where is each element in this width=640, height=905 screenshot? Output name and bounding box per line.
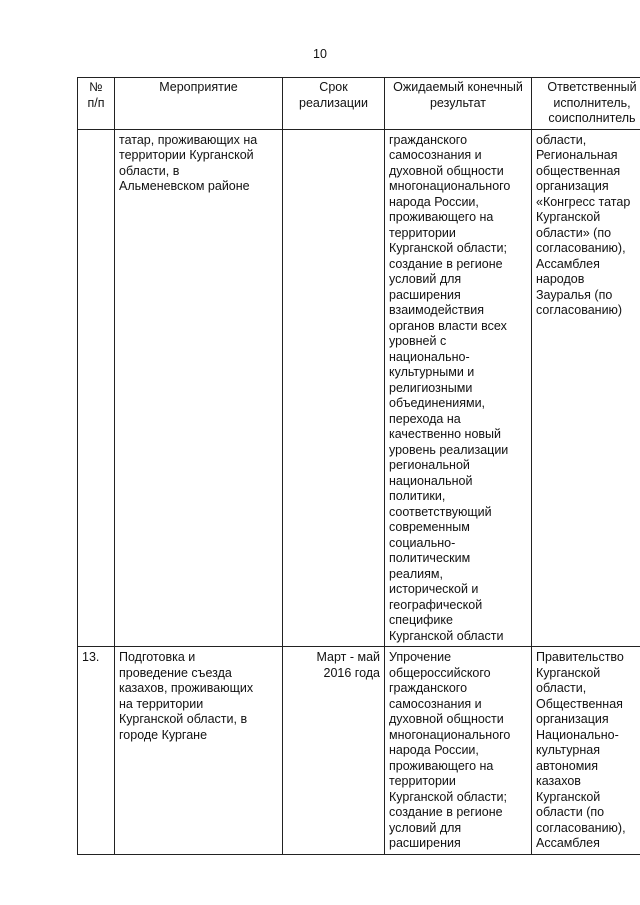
- cell-line: региональной: [389, 458, 470, 472]
- cell-line: создание в регионе: [389, 805, 503, 819]
- cell-line: культурными и: [389, 365, 475, 379]
- cell-line: организация: [536, 712, 609, 726]
- cell-line: самосознания и: [389, 696, 482, 711]
- cell-line: исторической и: [389, 582, 479, 596]
- cell-line: Курганской области;: [389, 789, 507, 804]
- row-13-event: [115, 647, 283, 855]
- row-13-term: [283, 647, 385, 855]
- cell-line: проведение съезда: [119, 665, 232, 680]
- cell-line: Национально-: [536, 727, 619, 742]
- cell-line: Упрочение: [389, 650, 452, 664]
- cell-line: перехода на: [389, 411, 461, 426]
- cell-line: расширения: [389, 287, 461, 302]
- cell-line: духовной общности: [389, 163, 504, 178]
- row-continued-event: [115, 129, 283, 647]
- cell-line: общественная: [536, 163, 621, 178]
- cell-line: Мероприятие: [159, 80, 238, 94]
- cell-line: автономия: [536, 758, 599, 773]
- cell-line: Март - май: [316, 650, 380, 664]
- cell-line: Зауралья (по: [536, 287, 613, 302]
- cell-line: создание в регионе: [389, 256, 503, 271]
- row-continued-term: [283, 129, 385, 647]
- cell-line: проживающего на: [389, 758, 494, 773]
- header-result: [385, 78, 532, 130]
- cell-line: на территории: [119, 696, 204, 711]
- page-number: 10: [313, 47, 327, 61]
- row-continued-result: [385, 129, 532, 647]
- cell-line: расширения: [389, 836, 461, 850]
- cell-line: условий для: [389, 820, 462, 835]
- cell-line: объединениями,: [389, 396, 486, 410]
- header-num: [78, 78, 115, 130]
- cell-line: Ассамблея: [536, 836, 600, 850]
- cell-line: №: [89, 80, 103, 94]
- cell-line: политики,: [389, 489, 446, 503]
- cell-line: Ассамблея: [536, 256, 600, 271]
- cell-line: организация: [536, 179, 609, 193]
- cell-line: качественно новый: [389, 427, 502, 441]
- cell-line: области, в: [119, 163, 180, 178]
- cell-line: многонационального: [389, 727, 511, 742]
- cell-line: Региональная: [536, 148, 618, 162]
- cell-line: 2016 года: [323, 665, 380, 680]
- row-13-responsible: [532, 647, 640, 855]
- cell-line: общероссийского: [389, 665, 491, 680]
- cell-line: органов власти всех: [389, 318, 507, 333]
- row-13-result: [385, 647, 532, 855]
- table-header-row: [78, 78, 640, 130]
- cell-line: географической: [389, 597, 483, 612]
- cell-line: Альменевском районе: [119, 179, 250, 193]
- cell-line: народов: [536, 272, 585, 286]
- cell-line: национальной: [389, 473, 473, 488]
- header-responsible: [532, 78, 640, 130]
- cell-line: области,: [536, 132, 587, 147]
- cell-line: Курганской области;: [389, 241, 507, 255]
- cell-line: специфике: [389, 613, 453, 627]
- cell-line: многонационального: [389, 179, 511, 193]
- cell-line: «Конгресс татар: [536, 194, 631, 209]
- table-row-13: [78, 647, 640, 855]
- cell-line: Курганской области: [389, 628, 504, 643]
- cell-line: территории: [389, 774, 456, 788]
- cell-line: соисполнитель: [548, 111, 636, 125]
- cell-line: согласованию): [536, 303, 623, 317]
- cell-line: Курганской: [536, 789, 601, 804]
- cell-line: Общественная: [536, 696, 623, 711]
- cell-line: территории Курганской: [119, 148, 254, 162]
- cell-line: взаимодействия: [389, 303, 485, 317]
- cell-line: результат: [429, 95, 486, 110]
- cell-line: исполнитель,: [553, 95, 631, 110]
- events-table: [77, 77, 640, 855]
- cell-line: гражданского: [389, 132, 468, 147]
- cell-line: национально-: [389, 349, 470, 364]
- cell-line: народа России,: [389, 194, 479, 209]
- cell-line: области» (по: [536, 225, 612, 240]
- cell-line: современным: [389, 520, 470, 534]
- cell-line: гражданского: [389, 681, 468, 695]
- cell-line: казахов: [536, 774, 581, 788]
- cell-line: казахов, проживающих: [119, 681, 254, 695]
- cell-line: религиозными: [389, 380, 473, 395]
- cell-line: Подготовка и: [119, 650, 196, 664]
- cell-line: уровней с: [389, 334, 447, 348]
- cell-line: народа России,: [389, 743, 479, 757]
- cell-line: уровень реализации: [389, 442, 509, 457]
- cell-line: территории: [389, 225, 456, 240]
- cell-line: политическим: [389, 551, 471, 565]
- header-term: [283, 78, 385, 130]
- row-continued-num: [78, 129, 115, 647]
- cell-line: соответствующий: [389, 504, 492, 519]
- row-13-num: 13.: [78, 647, 115, 855]
- cell-line: области (по: [536, 805, 605, 819]
- cell-line: Курганской области, в: [119, 712, 248, 726]
- cell-line: Ожидаемый конечный: [393, 80, 523, 94]
- cell-line: Правительство: [536, 650, 624, 664]
- cell-line: согласованию),: [536, 820, 626, 835]
- cell-line: городе Кургане: [119, 727, 208, 742]
- cell-line: Курганской: [536, 665, 601, 680]
- cell-line: реалиям,: [389, 566, 443, 581]
- cell-line: культурная: [536, 743, 600, 757]
- cell-line: согласованию),: [536, 241, 626, 255]
- cell-line: татар, проживающих на: [119, 132, 258, 147]
- cell-line: условий для: [389, 272, 462, 286]
- cell-line: Срок: [319, 80, 348, 94]
- table-row-continued: [78, 129, 640, 647]
- cell-line: Ответственный: [547, 80, 637, 94]
- row-continued-responsible: [532, 129, 640, 647]
- cell-line: п/п: [87, 95, 105, 110]
- cell-line: Курганской: [536, 210, 601, 224]
- cell-line: социально-: [389, 535, 456, 550]
- cell-line: области,: [536, 681, 587, 695]
- cell-line: духовной общности: [389, 712, 504, 726]
- header-event: [115, 78, 283, 130]
- cell-line: реализации: [299, 95, 368, 110]
- cell-line: самосознания и: [389, 148, 482, 162]
- cell-line: проживающего на: [389, 210, 494, 224]
